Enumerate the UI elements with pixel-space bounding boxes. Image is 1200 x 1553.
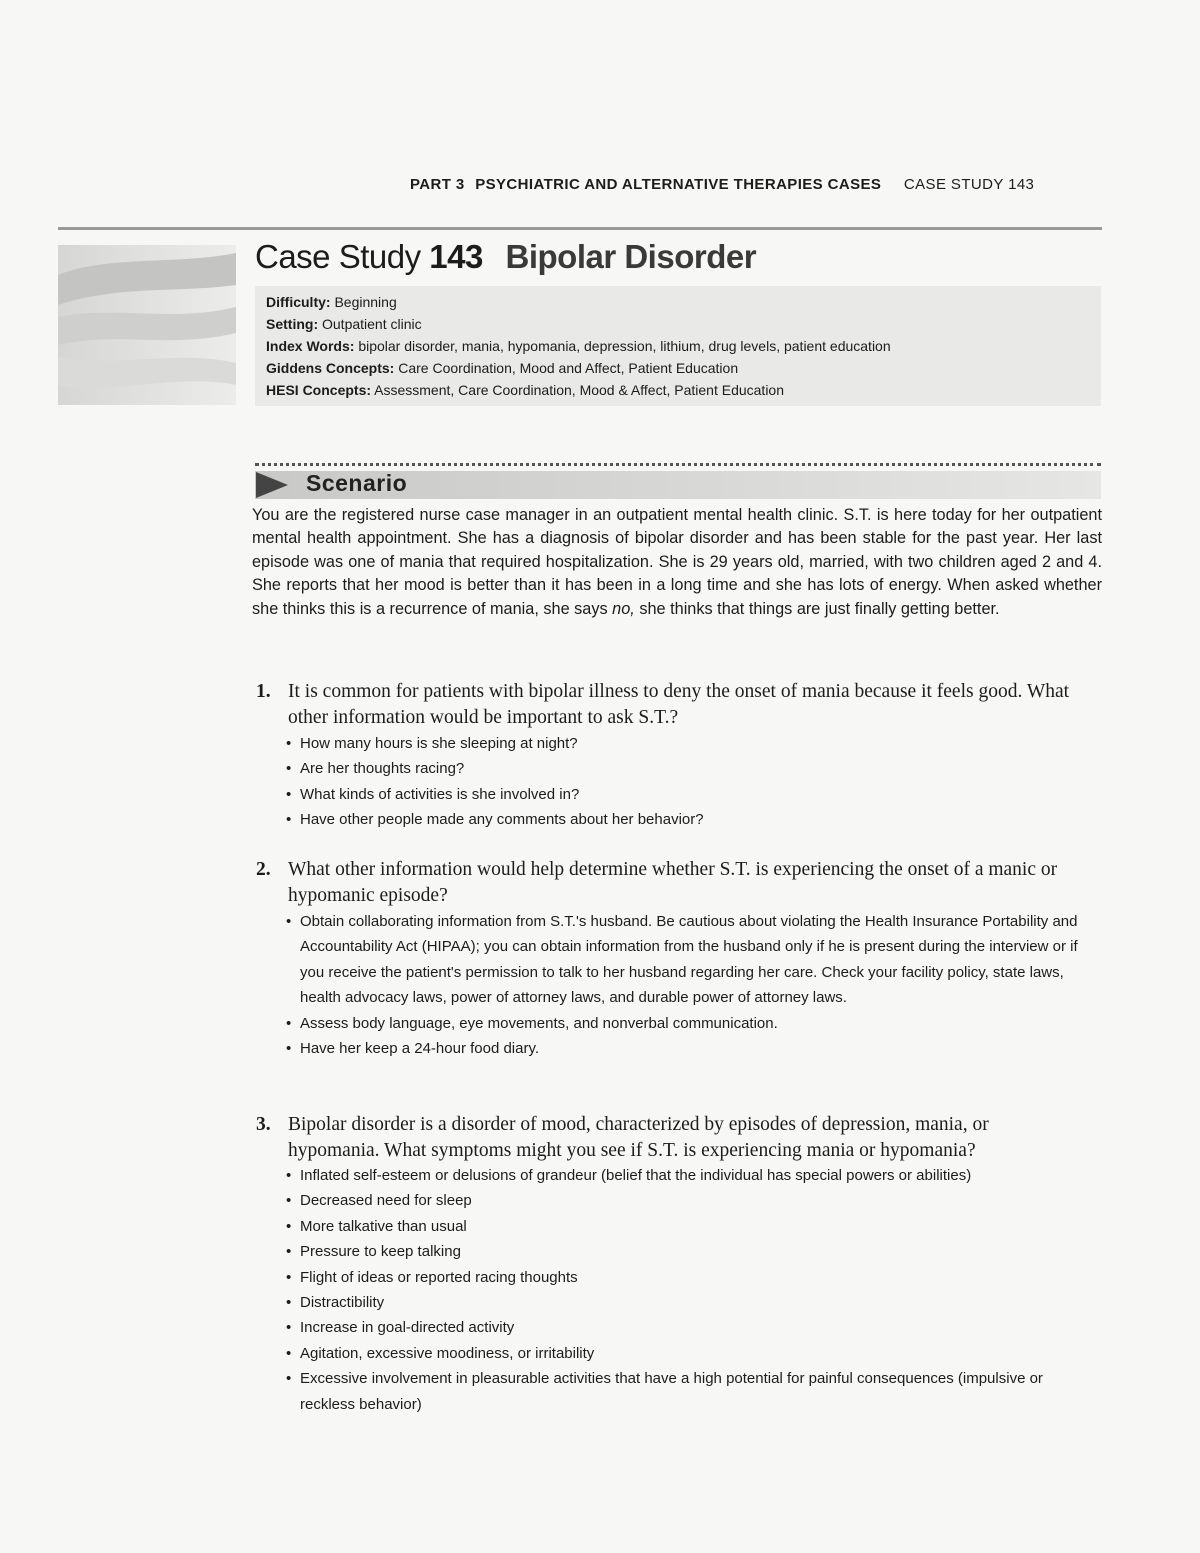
page-title — [255, 238, 756, 276]
scenario-text-main: You are the registered nurse case manager in an outpatient mental health clinic. S.T. is here today for her outpatient mental health appointment. She has a diagnosis of bipolar disorder and has been stable for the past year. Her last episode was one of mania that required hospitalization. She is 29 years old, married, with two children aged 2 and 4. She reports that her mood is better than it has been in a long time and she has lots of energy. When asked whether she thinks this is a recurrence of mania, she says — [252, 506, 1102, 618]
answer-item: • Assess body language, eye movements, and nonverbal communication. — [286, 1014, 778, 1032]
running-header — [410, 176, 1102, 193]
question-text: It is common for patients with bipolar illness to deny the onset of mania because it feels good. What other information would be important to ask S.T.? — [288, 681, 1070, 728]
answer-item: • Excessive involvement in pleasurable activities that have a high potential for painful consequences (impulsive or reckless behavior) — [286, 1370, 1043, 1413]
giddens-value: Care Coordination, Mood and Affect, Patient Education — [398, 360, 739, 376]
answer-item: • Flight of ideas or reported racing thoughts — [286, 1268, 578, 1286]
question-1 — [256, 679, 1076, 731]
hesi-label: HESI Concepts: — [266, 382, 372, 398]
answer-item: • Inflated self-esteem or delusions of grandeur (belief that the individual has special powers or abilities) — [286, 1167, 972, 1184]
answer-list-3 — [284, 1163, 1094, 1417]
hesi-value: Assessment, Care Coordination, Mood & Affect, Patient Education — [374, 382, 784, 398]
answer-item: • Agitation, excessive moodiness, or irritability — [286, 1344, 595, 1362]
difficulty-value: Beginning — [334, 294, 397, 310]
answer-item: • Decreased need for sleep — [286, 1192, 472, 1210]
index-words-row — [266, 335, 891, 357]
setting-row — [266, 313, 891, 335]
setting-value: Outpatient clinic — [322, 316, 422, 332]
meta-info — [266, 291, 891, 401]
answer-item: • Pressure to keep talking — [286, 1243, 461, 1261]
answer-item: • How many hours is she sleeping at night? — [286, 735, 578, 752]
scenario-text — [252, 504, 1102, 621]
title-number: 143 — [429, 238, 483, 275]
question-text: What other information would help determine whether S.T. is experiencing the onset of a manic or hypomanic episode? — [288, 859, 1058, 906]
play-arrow-icon — [256, 472, 288, 498]
answer-list-1 — [284, 731, 1094, 833]
scenario-text-end: she thinks that things are just finally getting better. — [634, 599, 1000, 618]
part-label: PART 3 — [410, 176, 465, 193]
hesi-row — [266, 379, 891, 401]
section-label: PSYCHIATRIC AND ALTERNATIVE THERAPIES CASES — [475, 176, 882, 193]
answer-item: • Have other people made any comments about her behavior? — [286, 811, 704, 829]
title-name: Bipolar Disorder — [505, 238, 757, 275]
giddens-label: Giddens Concepts: — [266, 360, 395, 376]
answer-item: • More talkative than usual — [286, 1217, 467, 1235]
header-rule — [58, 227, 1102, 230]
answer-item: • Distractibility — [286, 1294, 385, 1312]
giddens-row — [266, 357, 891, 379]
answer-item: • Increase in goal-directed activity — [286, 1319, 515, 1337]
question-3 — [256, 1112, 1076, 1164]
decorative-swoosh-graphic — [58, 245, 236, 405]
title-prefix: Case Study — [255, 238, 421, 275]
difficulty-row — [266, 291, 891, 313]
question-2 — [256, 857, 1076, 909]
answer-item: • Obtain collaborating information from S.T.'s husband. Be cautious about violating the Health Insurance Portability and Accountability Act (HIPAA); you can obtain information from the husband only if he is present during the interview or if you receive the patient's permission to talk to her husband regarding her care. Check your facility policy, state laws, health advocacy laws, power of attorney laws, and durable power of attorney laws. — [286, 913, 1078, 1007]
question-number: 3. — [256, 1114, 271, 1135]
question-number: 1. — [256, 681, 271, 702]
question-text: Bipolar disorder is a disorder of mood, characterized by episodes of depression, mania, or hypomania. What symptoms might you see if S.T. is experiencing mania or hypomania? — [288, 1114, 989, 1161]
dotted-divider — [255, 463, 1101, 470]
answer-list-2 — [284, 909, 1094, 1061]
index-words-value: bipolar disorder, mania, hypomania, depression, lithium, drug levels, patient education — [358, 338, 891, 354]
index-words-label: Index Words: — [266, 338, 355, 354]
answer-item: • What kinds of activities is she involved in? — [286, 785, 580, 803]
answer-item: • Are her thoughts racing? — [286, 760, 465, 778]
case-study-label: CASE STUDY 143 — [903, 176, 1035, 193]
scenario-text-emphasis: no, — [612, 599, 635, 618]
scenario-heading: Scenario — [306, 470, 408, 496]
question-number: 2. — [256, 859, 271, 880]
answer-item: • Have her keep a 24-hour food diary. — [286, 1040, 540, 1058]
difficulty-label: Difficulty: — [266, 294, 331, 310]
setting-label: Setting: — [266, 316, 319, 332]
